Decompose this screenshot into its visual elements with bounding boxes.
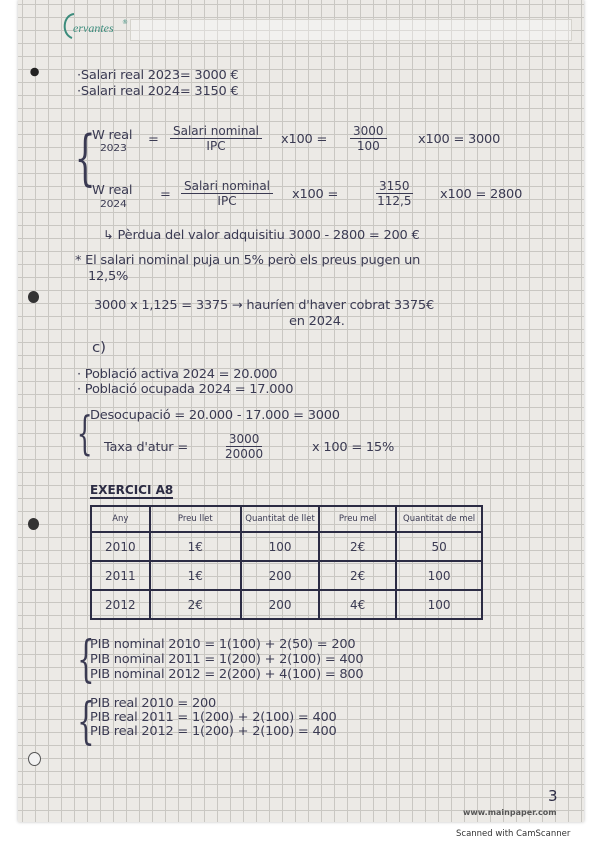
column-header-milk-quantity: Quantitat de llet [241,506,319,532]
wreal-2024-formula [181,179,273,208]
wreal-2023-formula-num: Salari nominal [170,124,262,139]
wreal-2023-formula [170,124,262,153]
pib-real-2011: PIB real 2011 = 1(200) + 2(100) = 400 [90,710,337,724]
pib-real-2012: PIB real 2012 = 1(200) + 2(100) = 400 [90,724,337,738]
table-cell: 2012 [91,590,150,619]
table-cell: 2011 [91,561,150,590]
scanned-with-label: Scanned with CamScanner [456,829,571,839]
table-row [91,532,482,561]
binder-hole-top [28,66,39,78]
wreal-2023-values-num: 3000 [350,124,387,139]
table-cell: 2€ [319,532,396,561]
wreal-2023-mid: x100 = [281,132,328,146]
wreal-2024-values-den: 112,5 [377,194,412,208]
active-population: · Població activa 2024 = 20.000 [77,367,278,381]
section-c-label: c) [92,340,106,356]
table-cell: 2€ [319,561,396,590]
pib-nominal-2011: PIB nominal 2011 = 1(200) + 2(100) = 400 [90,652,364,666]
calc-line-2: en 2024. [289,314,345,328]
wreal-2023-formula-den: IPC [206,139,226,153]
column-header-year: Any [91,506,150,532]
table-cell: 4€ [319,590,396,619]
purchasing-power-loss: ↳ Pèrdua del valor adquisitiu 3000 - 2800 = 200 € [103,228,420,242]
wreal-2023-label: W real [92,128,133,142]
table-cell: 100 [396,561,482,590]
unemployment-calc: Desocupació = 20.000 - 17.000 = 3000 [90,408,340,422]
footer-url: www.mainpaper.com [463,808,557,817]
wreal-2023-result: x100 = 3000 [418,132,501,146]
table-cell: 100 [241,532,319,561]
page-number: 3 [548,787,558,805]
wreal-2024-result: x100 = 2800 [440,187,523,201]
table-cell: 1€ [150,561,241,590]
unemployment-rate-result: x 100 = 15% [312,440,395,454]
brace-pib-real: { [77,692,95,750]
brace-pib-nominal: { [77,630,95,688]
wreal-2023-values [350,124,387,153]
calc-line-1: 3000 x 1,125 = 3375 → hauríen d'haver cobrat 3375€ [94,298,434,312]
table-cell: 100 [396,590,482,619]
price-quantity-table [90,505,483,620]
unemployment-rate-den: 20000 [225,447,264,461]
table-header-row [91,506,482,532]
note-line-2: 12,5% [88,269,129,283]
binder-hole-bottom [28,752,41,766]
wreal-2023-values-den: 100 [356,139,380,153]
wreal-2024-year: 2024 [100,199,127,210]
wreal-2024-mid: x100 = [292,187,339,201]
wreal-2023-year: 2023 [100,143,127,154]
wreal-2024-values-num: 3150 [376,179,413,194]
table-row [91,561,482,590]
table-cell: 1€ [150,532,241,561]
exercise-title: EXERCICI A8 [90,483,174,497]
column-header-honey-quantity: Quantitat de mel [396,506,482,532]
column-header-milk-price: Preu llet [150,506,241,532]
column-header-honey-price: Preu mel [319,506,396,532]
unemployment-rate-num: 3000 [226,432,263,447]
salary-real-2023: ·Salari real 2023= 3000 € [77,68,239,82]
table-cell: 200 [241,590,319,619]
note-line-1: * El salari nominal puja un 5% però els preus pugen un [75,253,421,267]
table-cell: 2010 [91,532,150,561]
occupied-population: · Població ocupada 2024 = 17.000 [77,382,294,396]
binder-hole-lower [28,518,39,530]
wreal-2023-eq: = [148,132,159,146]
pib-nominal-2012: PIB nominal 2012 = 2(200) + 4(100) = 800 [90,667,364,681]
wreal-2024-label: W real [92,183,133,197]
table-cell: 2€ [150,590,241,619]
header-field [130,19,572,41]
wreal-2024-formula-num: Salari nominal [181,179,273,194]
table-cell: 50 [396,532,482,561]
brace-unemployment: { [76,406,93,460]
table-cell: 200 [241,561,319,590]
brand-name: ervantes [73,21,114,35]
unemployment-rate-label: Taxa d'atur = [104,440,188,454]
wreal-2024-eq: = [160,187,171,201]
binder-hole-mid [28,291,39,303]
pib-real-2010: PIB real 2010 = 200 [90,696,217,710]
wreal-2024-formula-den: IPC [217,194,237,208]
brace-wreal: { [74,123,96,193]
table-row [91,590,482,619]
wreal-2024-values [376,179,413,208]
unemployment-rate-fraction [225,432,263,461]
brand-registered-mark: ® [122,19,128,26]
salary-real-2024: ·Salari real 2024= 3150 € [77,84,239,98]
pib-nominal-2010: PIB nominal 2010 = 1(100) + 2(50) = 200 [90,637,356,651]
